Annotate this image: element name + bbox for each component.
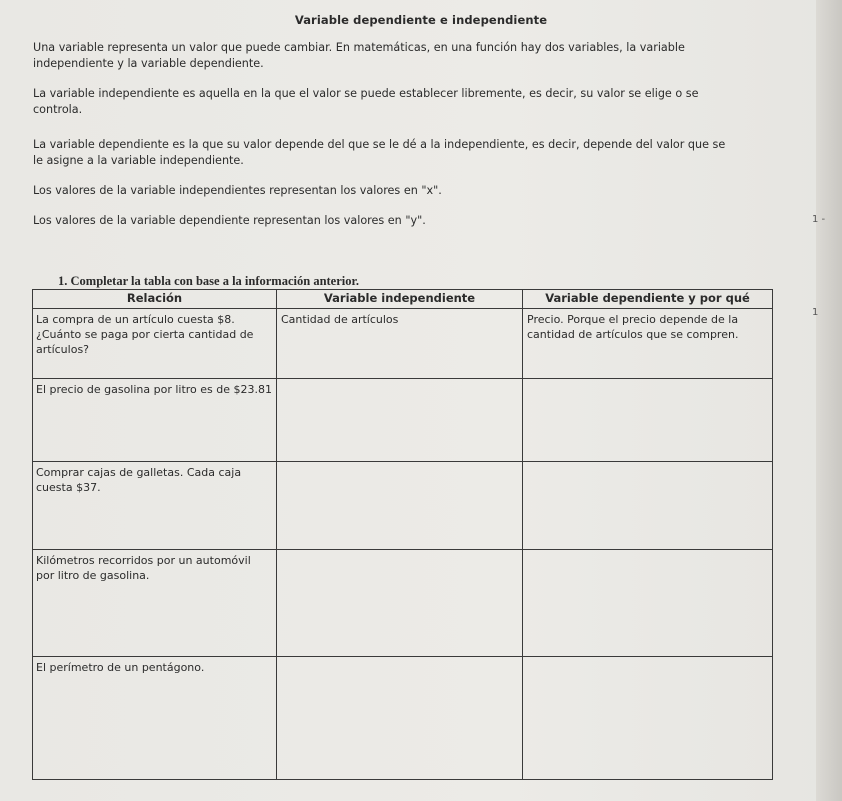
- table-row: [33, 379, 773, 461]
- cell-dependiente[interactable]: Precio. Porque el precio depende de la cantidad de artículos que se compren.: [523, 309, 773, 379]
- table-row: [33, 309, 773, 379]
- paragraph-dependent-definition: La variable dependiente es la que su valor depende del que se le dé a la independiente, es decir, depende del valor que se le asigne a la variable independiente.: [33, 138, 726, 167]
- cell-independiente[interactable]: Cantidad de artículos: [277, 309, 523, 379]
- cell-dependiente[interactable]: [523, 550, 773, 657]
- table-header-row: [33, 290, 773, 309]
- cell-independiente[interactable]: [277, 461, 523, 550]
- paragraph-x-values: Los valores de la variable independientes representan los valores en "x".: [33, 184, 442, 197]
- cell-relacion: Kilómetros recorridos por un automóvil por litro de gasolina.: [33, 550, 277, 657]
- cell-dependiente[interactable]: [523, 379, 773, 461]
- header-independiente: Variable independiente: [277, 290, 523, 309]
- cell-relacion: El perímetro de un pentágono.: [33, 656, 277, 779]
- instruction-text: 1. Completar la tabla con base a la información anterior.: [58, 274, 360, 288]
- margin-mark: 1 -: [812, 214, 826, 225]
- paragraph-independent-definition: La variable independiente es aquella en la que el valor se puede establecer libremente, es decir, su valor se elige o se controla.: [33, 87, 699, 116]
- paragraph-variable-definition: Una variable representa un valor que puede cambiar. En matemáticas, en una función hay dos variables, la variable independiente y la variable dependiente.: [33, 41, 685, 70]
- header-dependiente: Variable dependiente y por qué: [523, 290, 773, 309]
- variables-table: [32, 289, 773, 780]
- cell-independiente[interactable]: [277, 550, 523, 657]
- margin-mark: 1: [812, 307, 819, 318]
- paragraph-y-values: Los valores de la variable dependiente representan los valores en "y".: [33, 214, 426, 227]
- cell-relacion: La compra de un artículo cuesta $8. ¿Cuánto se paga por cierta cantidad de artículos?: [33, 309, 277, 379]
- cell-independiente[interactable]: [277, 379, 523, 461]
- cell-relacion: Comprar cajas de galletas. Cada caja cuesta $37.: [33, 461, 277, 550]
- page-edge-shadow: [816, 0, 842, 801]
- cell-relacion: El precio de gasolina por litro es de $23.81: [33, 379, 277, 461]
- worksheet-title: Variable dependiente e independiente: [294, 13, 548, 27]
- cell-independiente[interactable]: [277, 656, 523, 779]
- header-relacion: Relación: [33, 290, 277, 309]
- table-row: [33, 550, 773, 657]
- table-row: [33, 461, 773, 550]
- cell-dependiente[interactable]: [523, 656, 773, 779]
- cell-dependiente[interactable]: [523, 461, 773, 550]
- table-row: [33, 656, 773, 779]
